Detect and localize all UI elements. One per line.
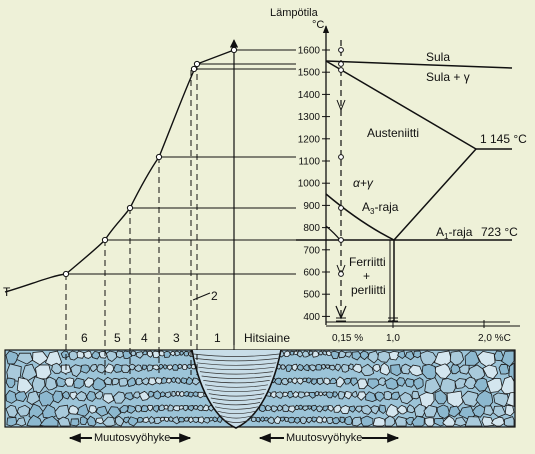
grain [324, 378, 330, 385]
zone-number-4: 4 [141, 331, 148, 345]
axis-unit: °C [312, 19, 325, 31]
temperature-curve [5, 40, 296, 375]
grain [77, 351, 84, 358]
grain [361, 416, 373, 426]
grain [345, 416, 353, 424]
grain [281, 365, 286, 370]
grain [425, 418, 434, 426]
label-sula: Sula [426, 50, 451, 64]
temperature-tick-label: 1000 [297, 178, 320, 190]
grain [173, 406, 180, 411]
grain [114, 364, 123, 372]
grain [392, 392, 400, 399]
grain [143, 417, 149, 422]
grain [136, 406, 142, 413]
tick-label-0-15: 0,15 % [332, 333, 364, 344]
grain [341, 364, 348, 372]
grain [330, 365, 336, 370]
grain [281, 417, 285, 421]
haz-label-right: Muutosvyöhyke [286, 432, 363, 444]
temperature-tick-label: 1300 [297, 112, 320, 124]
label-perliitti: perliitti [351, 283, 386, 297]
grain [184, 351, 189, 356]
grain [164, 405, 168, 409]
grain [405, 379, 414, 388]
grain [119, 378, 128, 386]
axis-title: Lämpötila [270, 7, 318, 19]
grain [305, 392, 310, 396]
tick-label-2-0: 2,0 %C [478, 333, 511, 344]
grain [373, 418, 386, 427]
grain [172, 364, 178, 370]
label-alpha-gamma: α+γ [353, 176, 373, 190]
temperature-tick-label: 900 [303, 200, 320, 212]
zone-number-6: 6 [81, 331, 88, 345]
grain [164, 417, 168, 421]
grain [313, 351, 319, 357]
temperature-tick-label: 500 [303, 289, 320, 301]
grain [89, 406, 97, 414]
grain [338, 391, 344, 399]
grain [332, 418, 339, 424]
haz-label-left: Muutosvyöhyke [94, 432, 171, 444]
label-eutectoid-temp: 723 °C [481, 225, 518, 239]
grain [159, 351, 164, 356]
grain [164, 351, 171, 357]
grain [165, 392, 171, 398]
grain [7, 417, 17, 426]
curve-label-2: 2 [211, 289, 218, 303]
grain [193, 392, 198, 397]
grain [182, 364, 187, 369]
grain [316, 364, 322, 370]
grain [71, 419, 79, 426]
grain [84, 351, 92, 358]
label-eutectic-temp: 1 145 °C [480, 132, 527, 146]
weld-metal-label: Hitsiaine [244, 331, 291, 345]
grain [384, 391, 392, 399]
temperature-tick-label: 800 [303, 223, 320, 235]
grain [290, 351, 294, 355]
grain [440, 379, 455, 394]
microstructure-band [5, 350, 515, 428]
grain [184, 417, 189, 421]
grain [131, 351, 136, 356]
temperature-tick-label: 600 [303, 267, 320, 279]
grain [148, 391, 153, 397]
zone-number-3: 3 [173, 331, 180, 345]
temperature-tick-label: 1200 [297, 134, 320, 146]
label-ferriitti: Ferriitti [349, 255, 386, 269]
temperature-tick-label: 1500 [297, 67, 320, 79]
grain [299, 405, 303, 409]
phase-diagram [296, 26, 520, 328]
temperature-tick-label: 1100 [298, 156, 320, 168]
grain [395, 417, 406, 426]
grain [315, 392, 319, 396]
grain [149, 378, 157, 385]
label-plus: + [363, 269, 371, 283]
grain [143, 351, 147, 355]
zone-number-5: 5 [114, 331, 121, 345]
label-austeniitti: Austeniitti [367, 126, 420, 140]
grain [181, 378, 187, 384]
grain [389, 351, 399, 360]
grain [284, 351, 290, 357]
grain [412, 391, 419, 399]
grain [288, 417, 295, 423]
grain [162, 378, 167, 384]
grain [300, 417, 306, 424]
grain [340, 417, 345, 423]
grain [317, 417, 323, 423]
label-a3-raja: $A_3$-raja [362, 200, 399, 216]
label-a1-raja: $A_1$-raja [436, 225, 473, 241]
grain [99, 351, 107, 358]
temperature-tick-label: 700 [303, 245, 320, 257]
label-sula-gamma: Sula + γ [426, 70, 470, 84]
grain [74, 378, 84, 388]
temperature-tick-label: 400 [303, 311, 320, 323]
temperature-tick-label: 1400 [297, 89, 320, 101]
grain [288, 378, 292, 382]
grain [97, 365, 105, 374]
temperature-tick-label: 1600 [297, 45, 320, 57]
grain [175, 378, 180, 384]
tick-label-1-0: 1,0 [386, 333, 400, 344]
grain [179, 417, 185, 422]
grain [163, 365, 167, 369]
grain [160, 417, 164, 421]
grain [178, 364, 183, 368]
grain [499, 364, 509, 374]
grain [69, 351, 78, 360]
grain [153, 351, 160, 358]
zone-number-1: 1 [214, 331, 221, 345]
grain [256, 417, 260, 422]
grain [251, 417, 256, 422]
grain [303, 378, 307, 382]
curve-label-t: T [3, 285, 11, 299]
